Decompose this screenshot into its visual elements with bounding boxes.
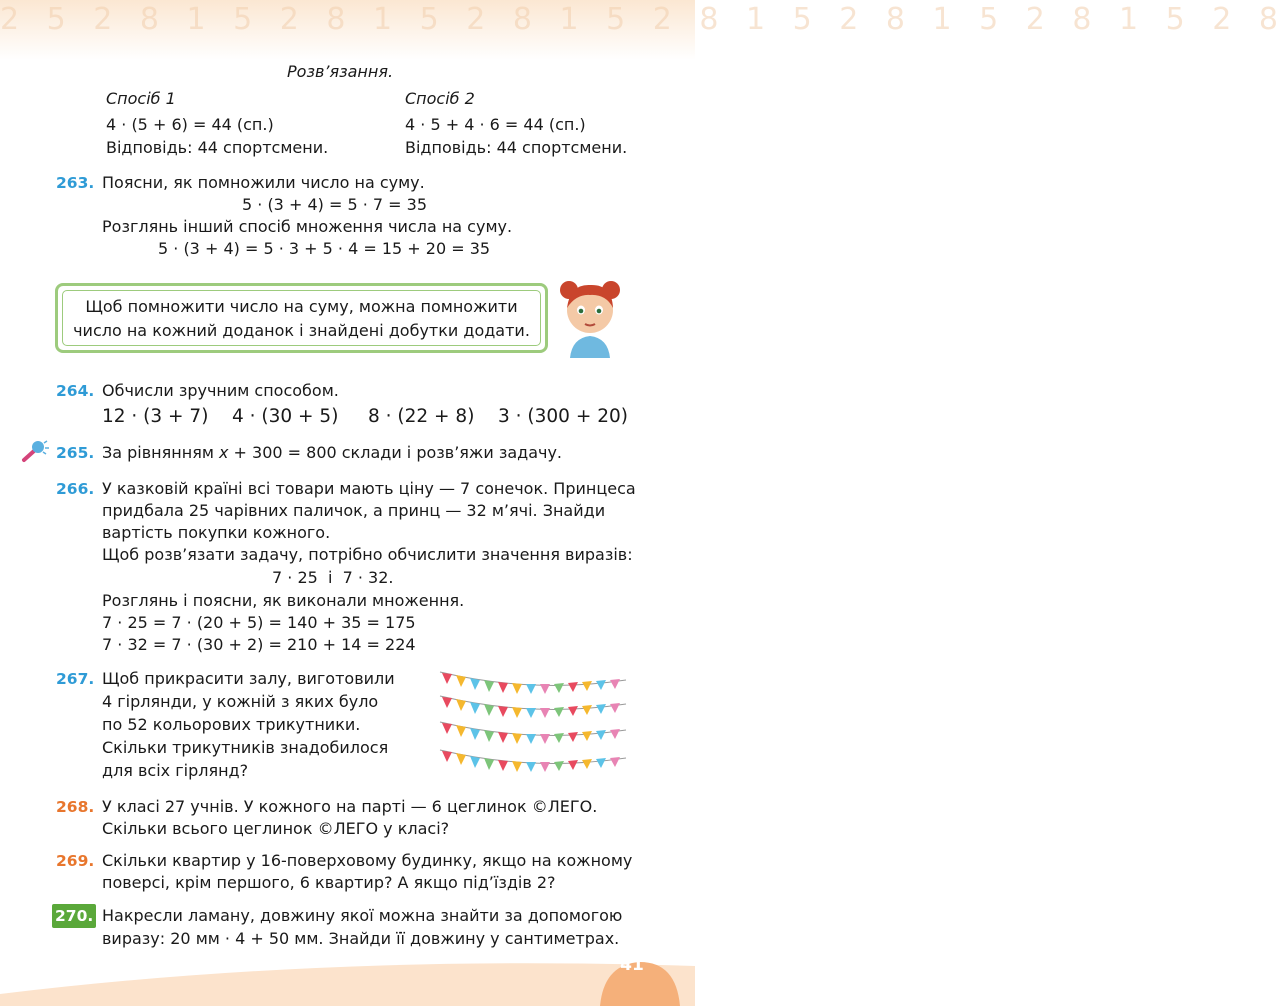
task-268-number: 268. (56, 798, 95, 816)
task-267-line4: Скільки трикутників знадобилося (102, 738, 389, 757)
header-band (0, 0, 1287, 60)
task-268-line1: У класі 27 учнів. У кожного на парті — 6 цеглинок ©ЛЕГО. (102, 797, 598, 816)
task-266-line2: придбала 25 чарівних паличок, а принц — 32 м’ячі. Знайди (102, 501, 606, 520)
task-266-line7: 7 · 25 = 7 · (20 + 5) = 140 + 35 = 175 (102, 613, 416, 632)
task-263-line3: Розглянь інший спосіб множення числа на суму. (102, 217, 513, 236)
task-266-line8: 7 · 32 = 7 · (30 + 2) = 210 + 14 = 224 (102, 635, 416, 654)
footer-wave (0, 946, 695, 1006)
microphone-icon (20, 440, 50, 464)
task-263-line2: 5 · (3 + 4) = 5 · 7 = 35 (242, 195, 427, 214)
task-266-line6: Розглянь і поясни, як виконали множення. (102, 591, 465, 610)
garlands-image (438, 664, 628, 776)
task-264-expr3: 8 · (22 + 8) (368, 406, 475, 427)
girl-character-image (560, 276, 620, 358)
method2-answer: Відповідь: 44 спортсмени. (405, 138, 628, 157)
task-269-line1: Скільки квартир у 16-поверховому будинку, якщо на кожному (102, 851, 633, 870)
rule-line1: Щоб помножити число на суму, можна помножити (85, 297, 518, 316)
page-number: 41 (620, 955, 644, 975)
task-267-number: 267. (56, 670, 95, 688)
task-263-line4: 5 · (3 + 4) = 5 · 3 + 5 · 4 = 15 + 20 = 35 (158, 239, 491, 258)
method1-answer: Відповідь: 44 спортсмени. (106, 138, 329, 157)
task-264-text: Обчисли зручним способом. (102, 381, 339, 400)
task-264-expr2: 4 · (30 + 5) (232, 406, 339, 427)
task-270-number: 270. (52, 904, 96, 928)
task-270-line2: виразу: 20 мм · 4 + 50 мм. Знайди її довжину у сантиметрах. (102, 929, 620, 948)
task-264-number: 264. (56, 382, 95, 400)
task-266-line3: вартість покупки кожного. (102, 523, 331, 542)
task-267-line2: 4 гірлянди, у кожній з яких було (102, 692, 379, 711)
task-269-number: 269. (56, 852, 95, 870)
decorative-digits: 2 5 2 8 1 5 2 8 1 5 2 8 1 5 2 8 1 5 2 8 1 5 2 8 1 5 2 8 (0, 2, 1287, 37)
task-267-line5: для всіх гірлянд? (102, 761, 249, 780)
method1-expr: 4 · (5 + 6) = 44 (сп.) (106, 115, 274, 134)
task-267-line3: по 52 кольорових трикутники. (102, 715, 361, 734)
method2-expr: 4 · 5 + 4 · 6 = 44 (сп.) (405, 115, 586, 134)
task-263-line1: Поясни, як помножили число на суму. (102, 173, 425, 192)
method2-label: Спосіб 2 (405, 89, 475, 108)
task-266-line1: У казковій країні всі товари мають ціну — 7 сонечок. Принцеса (102, 479, 636, 498)
task-269-line2: поверсі, крім першого, 6 квартир? А якщо під’їздів 2? (102, 873, 556, 892)
task-266-line5: 7 · 25 і 7 · 32. (272, 568, 394, 587)
task-267-line1: Щоб прикрасити залу, виготовили (102, 669, 395, 688)
task-270-line1: Накресли ламану, довжину якої можна знайти за допомогою (102, 906, 623, 925)
task-264-expr1: 12 · (3 + 7) (102, 406, 209, 427)
task-268-line2: Скільки всього цеглинок ©ЛЕГО у класі? (102, 819, 450, 838)
method1-label: Спосіб 1 (106, 89, 176, 108)
task-263-number: 263. (56, 174, 95, 192)
task-265-number: 265. (56, 444, 95, 462)
rule-box (55, 283, 548, 353)
task-265-text: За рівнянням x + 300 = 800 склади і розв’яжи задачу. (102, 443, 563, 462)
task-266-number: 266. (56, 480, 95, 498)
task-266-line4: Щоб розв’язати задачу, потрібно обчислити значення виразів: (102, 545, 633, 564)
task-264-expr4: 3 · (300 + 20) (498, 406, 628, 427)
rule-line2: число на кожний доданок і знайдені добутки додати. (73, 321, 530, 340)
solution-title: Розв’язання. (287, 62, 394, 81)
